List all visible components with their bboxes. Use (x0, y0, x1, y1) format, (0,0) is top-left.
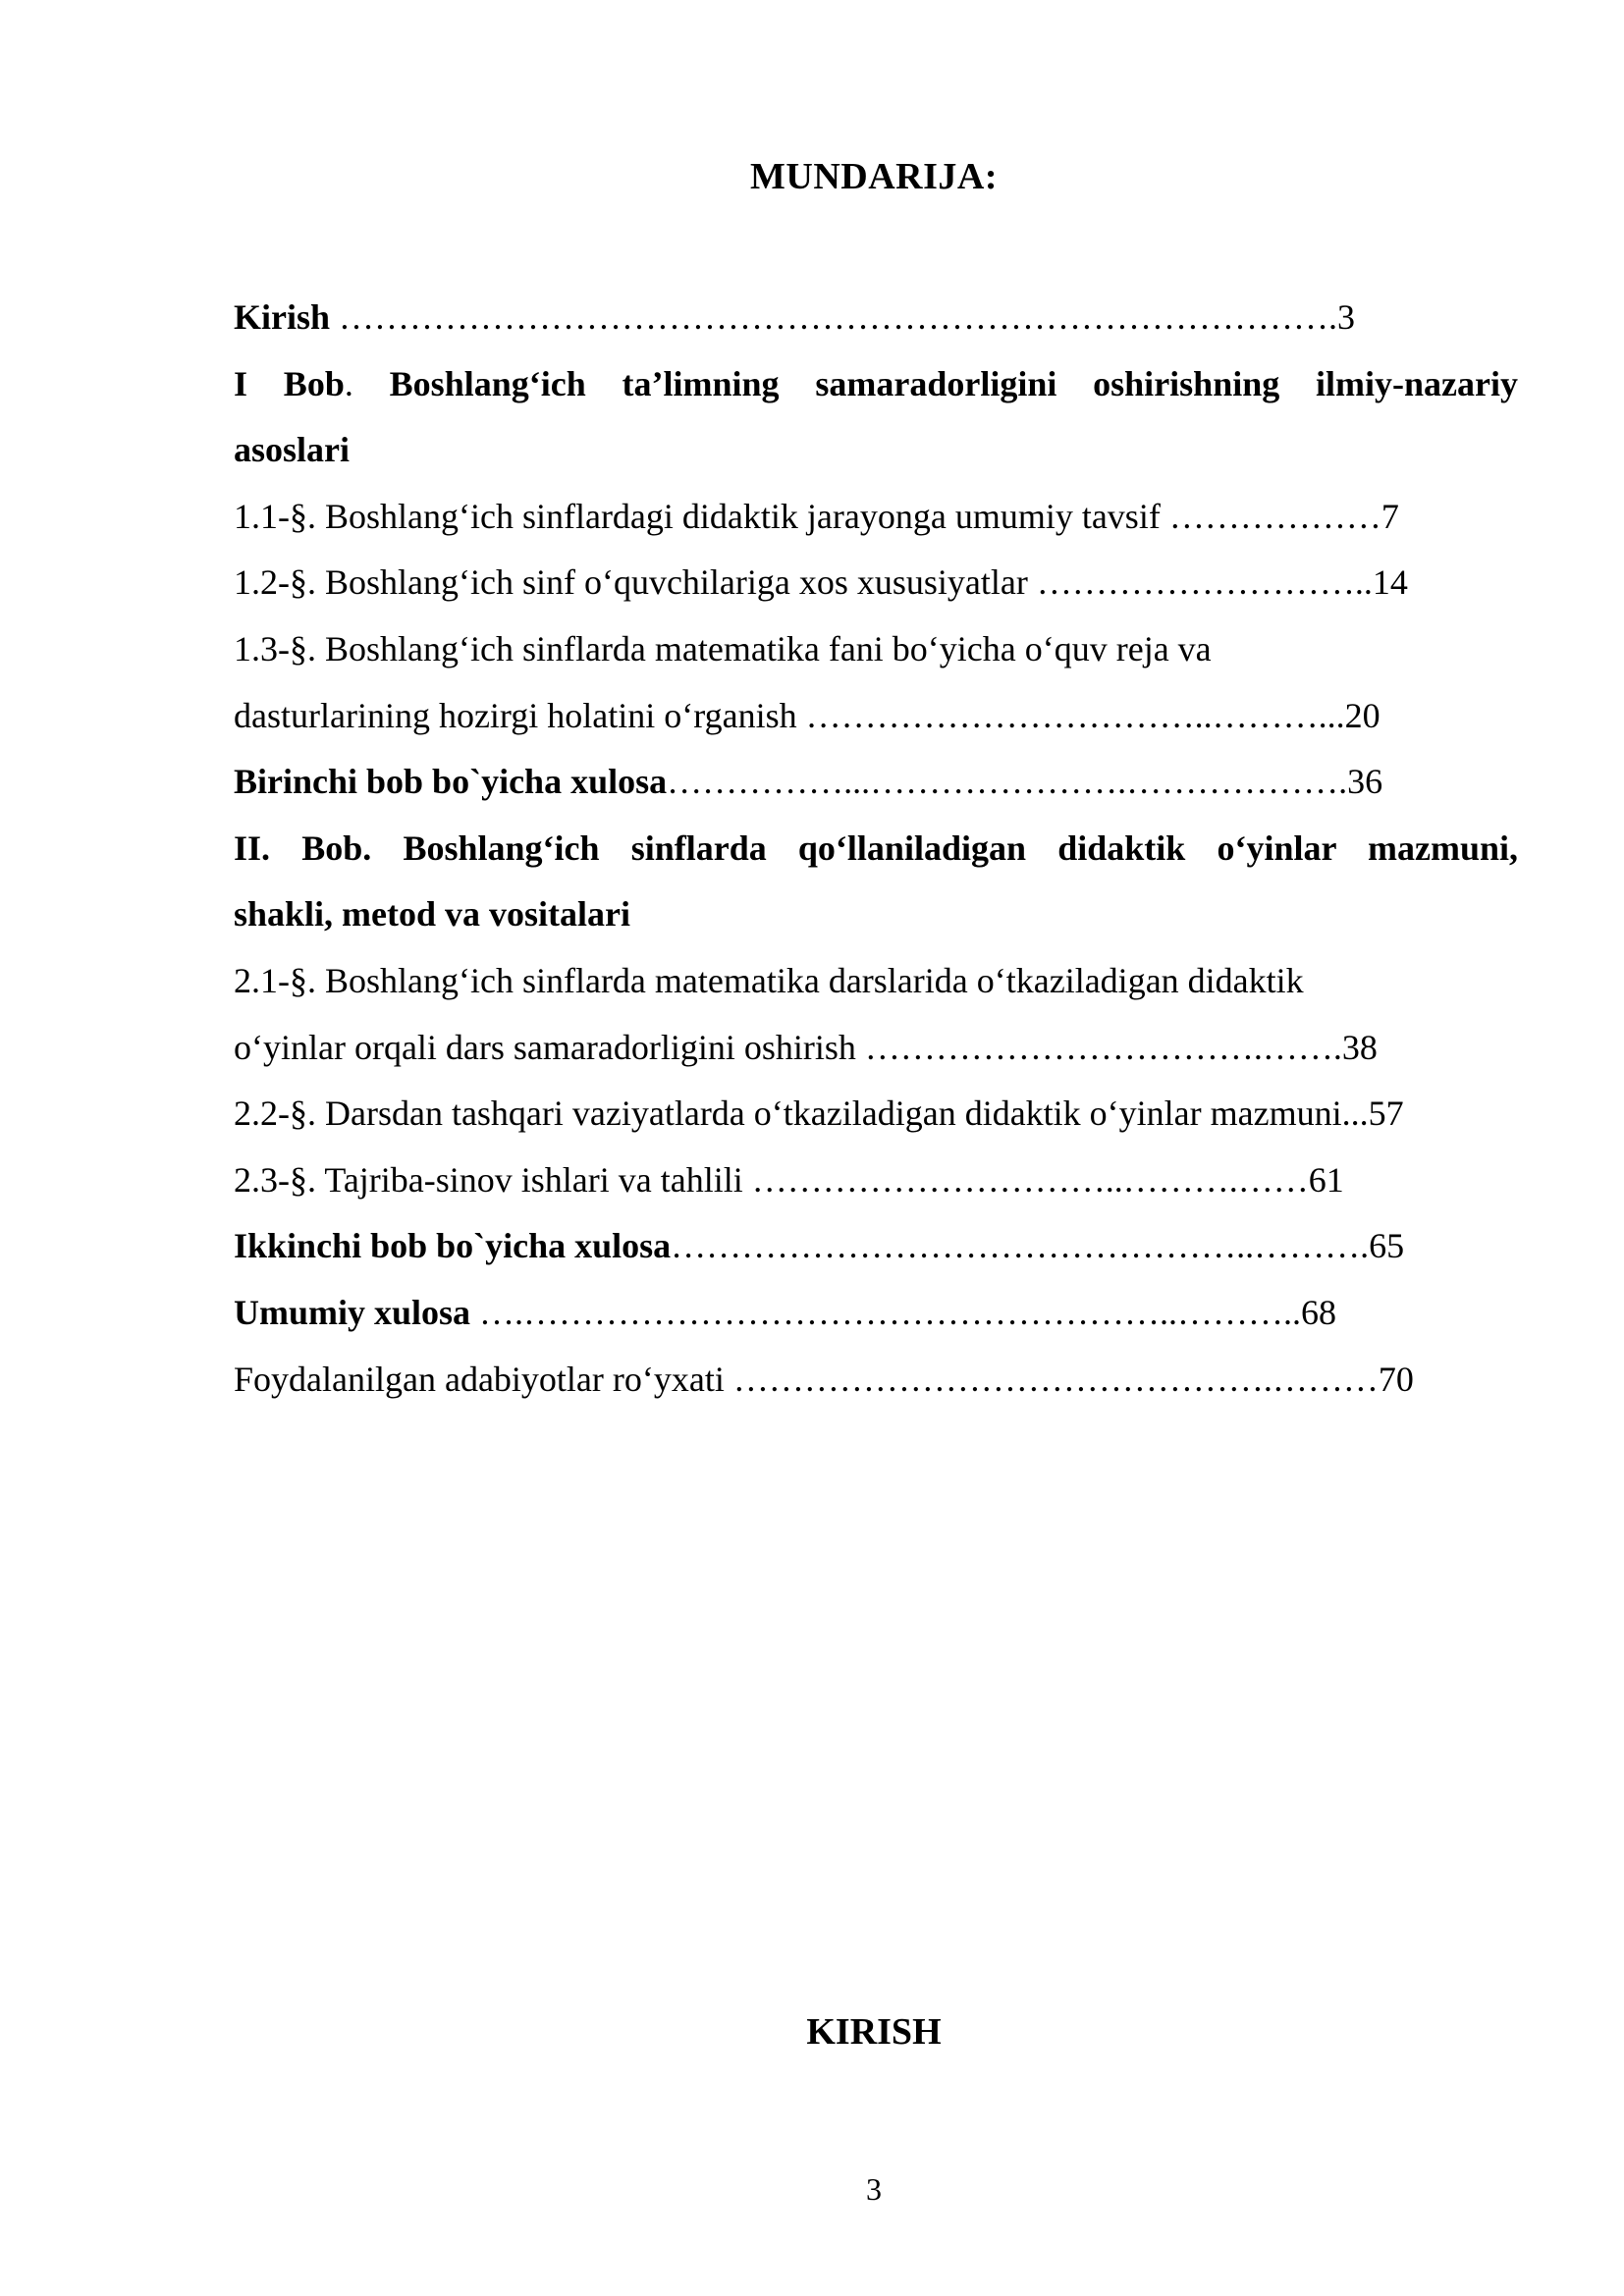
toc-chapter-2-heading[interactable]: II. Bob. Boshlang‘ich sinflarda qo‘llaniladigan didaktik o‘yinlar mazmuni, (234, 828, 1518, 868)
toc-entry-label: 2.2-§. Darsdan tashqari vaziyatlarda o‘tkaziladigan didaktik o‘yinlar mazmuni... (234, 1094, 1369, 1134)
toc-leader: ……………………….. (1036, 562, 1373, 603)
toc-leader: …………………………………………..………. (671, 1226, 1370, 1266)
toc-page-number: 20 (1344, 695, 1380, 735)
toc-entry-1-3[interactable]: 1.3-§. Boshlang‘ich sinflarda matematika fani bo‘yicha o‘quv reja va (234, 628, 1212, 668)
toc-chapter-label: I Bob (234, 363, 345, 403)
toc-page-number: 70 (1378, 1359, 1414, 1399)
toc-page-number: 57 (1368, 1094, 1404, 1134)
toc-entry-1-3-cont[interactable] (234, 683, 1518, 750)
toc-chapter-1-heading[interactable] (234, 351, 1518, 418)
toc-page-number: 65 (1369, 1226, 1405, 1266)
toc-leader: ……………………………..………... (805, 695, 1345, 735)
toc-leader: …………………………….……. (864, 1027, 1342, 1067)
toc-entry-label: 1.1-§. Boshlang‘ich sinflardagi didaktik jarayonga umumiy tavsif (234, 496, 1169, 536)
toc-page-number: 36 (1347, 762, 1383, 802)
toc-entry-label: Umumiy xulosa (234, 1292, 471, 1332)
table-of-contents (234, 285, 1518, 1413)
toc-entry-summary-1[interactable] (234, 749, 1518, 816)
toc-entry-label: 2.3-§. Tajriba-sinov ishlari va tahlili (234, 1159, 752, 1200)
toc-entry-label: Foydalanilgan adabiyotlar ro‘yxati (234, 1359, 733, 1399)
toc-entry-summary-2[interactable] (234, 1213, 1518, 1280)
toc-entry-label: o‘yinlar orqali dars samaradorligini oshirish (234, 1027, 865, 1067)
toc-entry-label: Birinchi bob bo`yicha xulosa (234, 762, 668, 802)
toc-leader: …………………………………………………………………………. (330, 297, 1338, 337)
toc-title: MUNDARIJA: (750, 156, 998, 197)
toc-leader: ……………...………………….………………. (667, 762, 1348, 802)
toc-page-number: 68 (1301, 1292, 1337, 1332)
toc-leader: ……………………………………….……… (732, 1359, 1379, 1399)
toc-chapter-title: Boshlang‘ich ta’limning samaradorligini oshirishning ilmiy-nazariy (389, 363, 1519, 403)
toc-entry-1-1[interactable] (234, 484, 1518, 551)
toc-leader: …………………………..……….…… (751, 1159, 1309, 1200)
toc-entry-2-2[interactable] (234, 1081, 1518, 1148)
toc-page-number: 7 (1380, 496, 1399, 536)
section-heading-kirish: KIRISH (806, 2011, 942, 2053)
toc-leader: ….………………………………………………..……….. (470, 1292, 1302, 1332)
toc-chapter-separator: . (344, 363, 390, 403)
toc-entry-general-conclusion[interactable] (234, 1280, 1518, 1347)
toc-chapter-1-heading-cont: asoslari (234, 430, 351, 470)
toc-page-number: 61 (1308, 1159, 1344, 1200)
page-number: 3 (866, 2171, 882, 2207)
toc-chapter-2-heading-cont: shakli, metod va vositalari (234, 894, 631, 934)
toc-entry-label: Ikkinchi bob bo`yicha xulosa (234, 1226, 672, 1266)
toc-entry-label: dasturlarining hozirgi holatini o‘rganish (234, 695, 806, 735)
toc-entry-2-1-cont[interactable] (234, 1015, 1518, 1082)
toc-entry-kirish[interactable] (234, 285, 1518, 351)
toc-entry-2-1[interactable]: 2.1-§. Boshlang‘ich sinflarda matematika darslarida o‘tkaziladigan didaktik (234, 960, 1304, 1000)
toc-entry-label: 1.2-§. Boshlang‘ich sinf o‘quvchilariga xos xususiyatlar (234, 562, 1037, 603)
toc-page-number: 38 (1341, 1027, 1378, 1067)
toc-page-number: 3 (1337, 297, 1356, 337)
toc-entry-1-2[interactable] (234, 550, 1518, 616)
toc-entry-2-3[interactable] (234, 1148, 1518, 1214)
toc-entry-references[interactable] (234, 1347, 1518, 1414)
toc-page-number: 14 (1372, 562, 1408, 603)
toc-leader: ……………… (1168, 496, 1381, 536)
toc-entry-label: Kirish (234, 297, 331, 337)
